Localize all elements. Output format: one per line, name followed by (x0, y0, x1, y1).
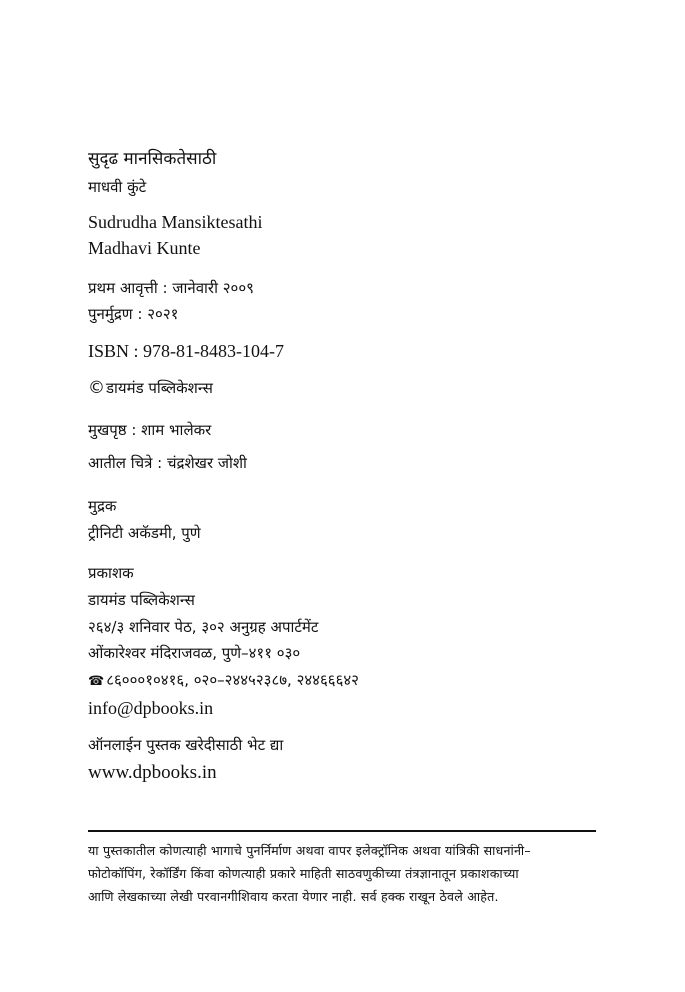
author-english: Madhavi Kunte (88, 238, 201, 258)
reprint-year: पुनर्मुद्रण : २०२१ (88, 305, 179, 323)
author-marathi: माधवी कुंटे (88, 178, 147, 196)
publisher-address-line1: २६४/३ शनिवार पेठ, ३०२ अनुग्रह अपार्टमेंट (88, 618, 319, 636)
printer-name: ट्रीनिटी अकॅडमी, पुणे (88, 524, 201, 542)
illustrations-credit: आतील चित्रे : चंद्रशेखर जोशी (88, 454, 247, 472)
copyright-line (88, 380, 213, 397)
printer-label: मुद्रक (88, 497, 117, 515)
publisher-name: डायमंड पब्लिकेशन्स (88, 591, 195, 609)
isbn: ISBN : 978-81-8483-104-7 (88, 341, 284, 361)
copyright-notice-line2: फोटोकॉपिंग, रेकॉर्डिंग किंवा कोणत्याही प्रकारे माहिती साठवणुकीच्या तंत्रज्ञानातून प्रकाशकाच्या (88, 866, 519, 881)
phone-numbers: ८६०००१०४१६, ०२०–२४४५२३८७, २४४६६६४२ (106, 671, 359, 689)
copyright-holder: डायमंड पब्लिकेशन्स (106, 379, 213, 397)
publisher-label: प्रकाशक (88, 564, 134, 582)
copyright-icon: © (88, 378, 105, 398)
first-edition: प्रथम आवृत्ती : जानेवारी २००९ (88, 279, 254, 297)
copyright-notice-line1: या पुस्तकातील कोणत्याही भागाचे पुनर्निर्माण अथवा वापर इलेक्ट्रॉनिक अथवा यांत्रिकी साधनांनी– (88, 843, 531, 858)
publisher-address-line2: ओंकारेश्वर मंदिराजवळ, पुणे–४११ ०३० (88, 644, 301, 662)
copyright-notice-line3: आणि लेखकाच्या लेखी परवानगीशिवाय करता येणार नाही. सर्व हक्क राखून ठेवले आहेत. (88, 889, 499, 904)
book-title-english: Sudrudha Mansiktesathi (88, 212, 263, 232)
publisher-phones (88, 673, 359, 688)
publisher-email[interactable]: info@dpbooks.in (88, 698, 214, 718)
cover-credit: मुखपृष्ठ : शाम भालेकर (88, 421, 212, 439)
website-link[interactable]: www.dpbooks.in (88, 762, 217, 783)
phone-icon: ☎ (88, 674, 105, 689)
book-title-marathi: सुदृढ मानसिकतेसाठी (88, 149, 217, 169)
divider-rule (88, 830, 596, 832)
online-purchase-label: ऑनलाईन पुस्तक खरेदीसाठी भेट द्या (88, 736, 284, 754)
